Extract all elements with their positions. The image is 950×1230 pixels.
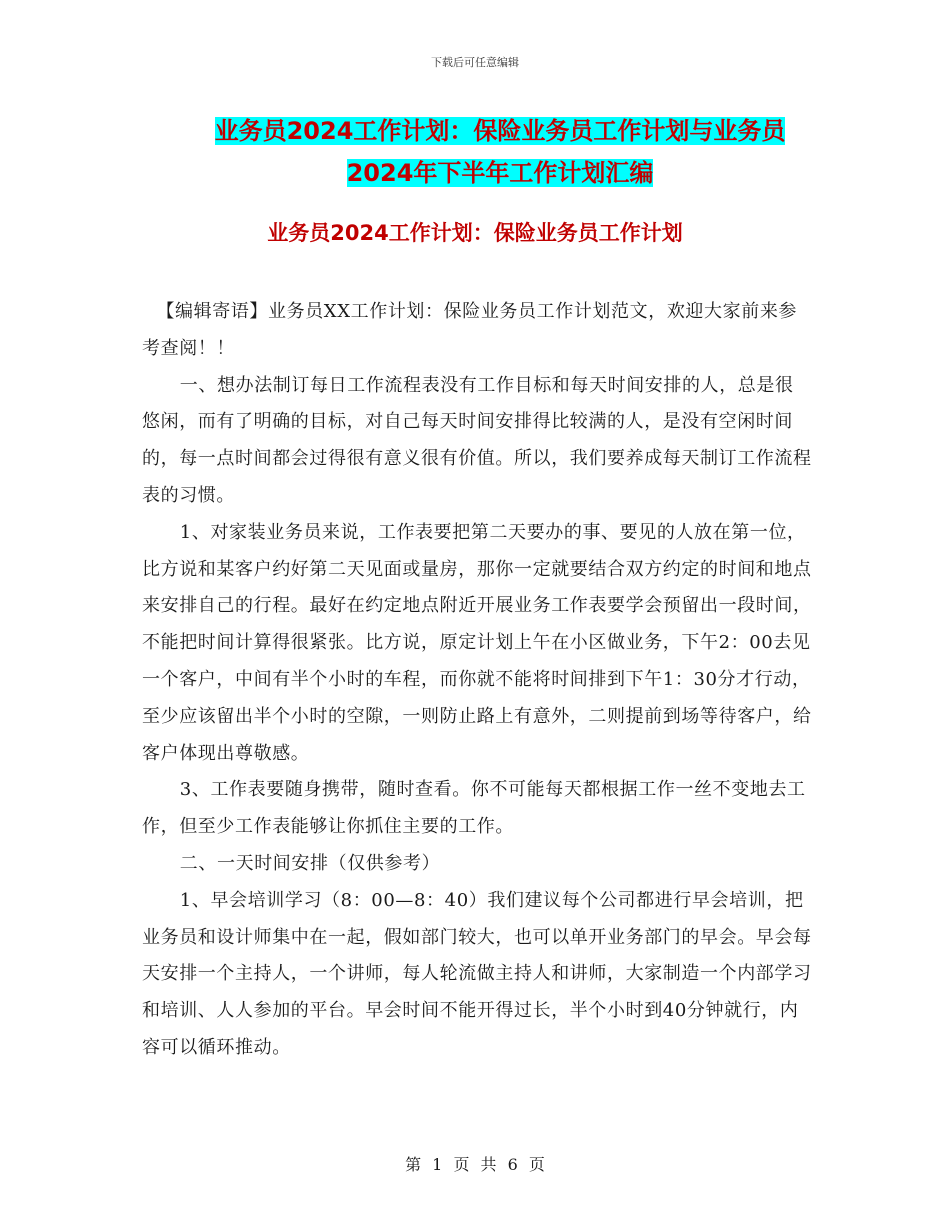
- paragraph-editor-note: 【编辑寄语】业务员XX工作计划：保险业务员工作计划范文，欢迎大家前来参考查阅！！: [142, 301, 798, 359]
- document-title: [140, 110, 860, 194]
- document-title-line2: 2024年下半年工作计划汇编: [346, 159, 654, 187]
- paragraph: 1、对家装业务员来说，工作表要把第二天要办的事、要见的人放在第一位，比方说和某客户约好第二天见面或量房，那你一定就要结合双方约定的时间和地点来安排自己的行程。最好在约定地点附近开展业务工作表要学会预留出一段时间，不能把时间计算得很紧张。比方说，原定计划上午在小区做业务，下午2：00去见一个客户，中间有半个小时的车程，而你就不能将时间排到下午1：30分才行动，至少应该留出半个小时的空隙，一则防止路上有意外，二则提前到场等待客户，给客户体现出尊敬感。: [142, 521, 812, 764]
- document-title-line1: 业务员2024工作计划：保险业务员工作计划与业务员: [214, 117, 786, 145]
- paragraph-heading: 二、一天时间安排（仅供参考）: [179, 852, 441, 874]
- paragraph: 1、早会培训学习（8：00—8：40）我们建议每个公司都进行早会培训，把业务员和设计师集中在一起，假如部门较大，也可以单开业务部门的早会。早会每天安排一个主持人，一个讲师，每人轮流做主持人和讲师，大家制造一个内部学习和培训、人人参加的平台。早会时间不能开得过长，半个小时到40分钟就行，内容可以循环推动。: [142, 889, 812, 1058]
- header-note: 下载后可任意编辑: [431, 56, 519, 69]
- document-body: [142, 294, 812, 1067]
- section-title: 业务员2024工作计划：保险业务员工作计划: [267, 221, 683, 245]
- page-number: 第 1 页 共 6 页: [405, 1155, 545, 1174]
- paragraph: 3、工作表要随身携带，随时查看。你不可能每天都根据工作一丝不变地去工作，但至少工作表能够让你抓住主要的工作。: [142, 779, 806, 838]
- paragraph: 一、想办法制订每日工作流程表没有工作目标和每天时间安排的人，总是很悠闲，而有了明确的目标，对自己每天时间安排得比较满的人，是没有空闲时间的，每一点时间都会过得很有意义很有价值。所以，我们要养成每天制订工作流程表的习惯。: [142, 374, 812, 506]
